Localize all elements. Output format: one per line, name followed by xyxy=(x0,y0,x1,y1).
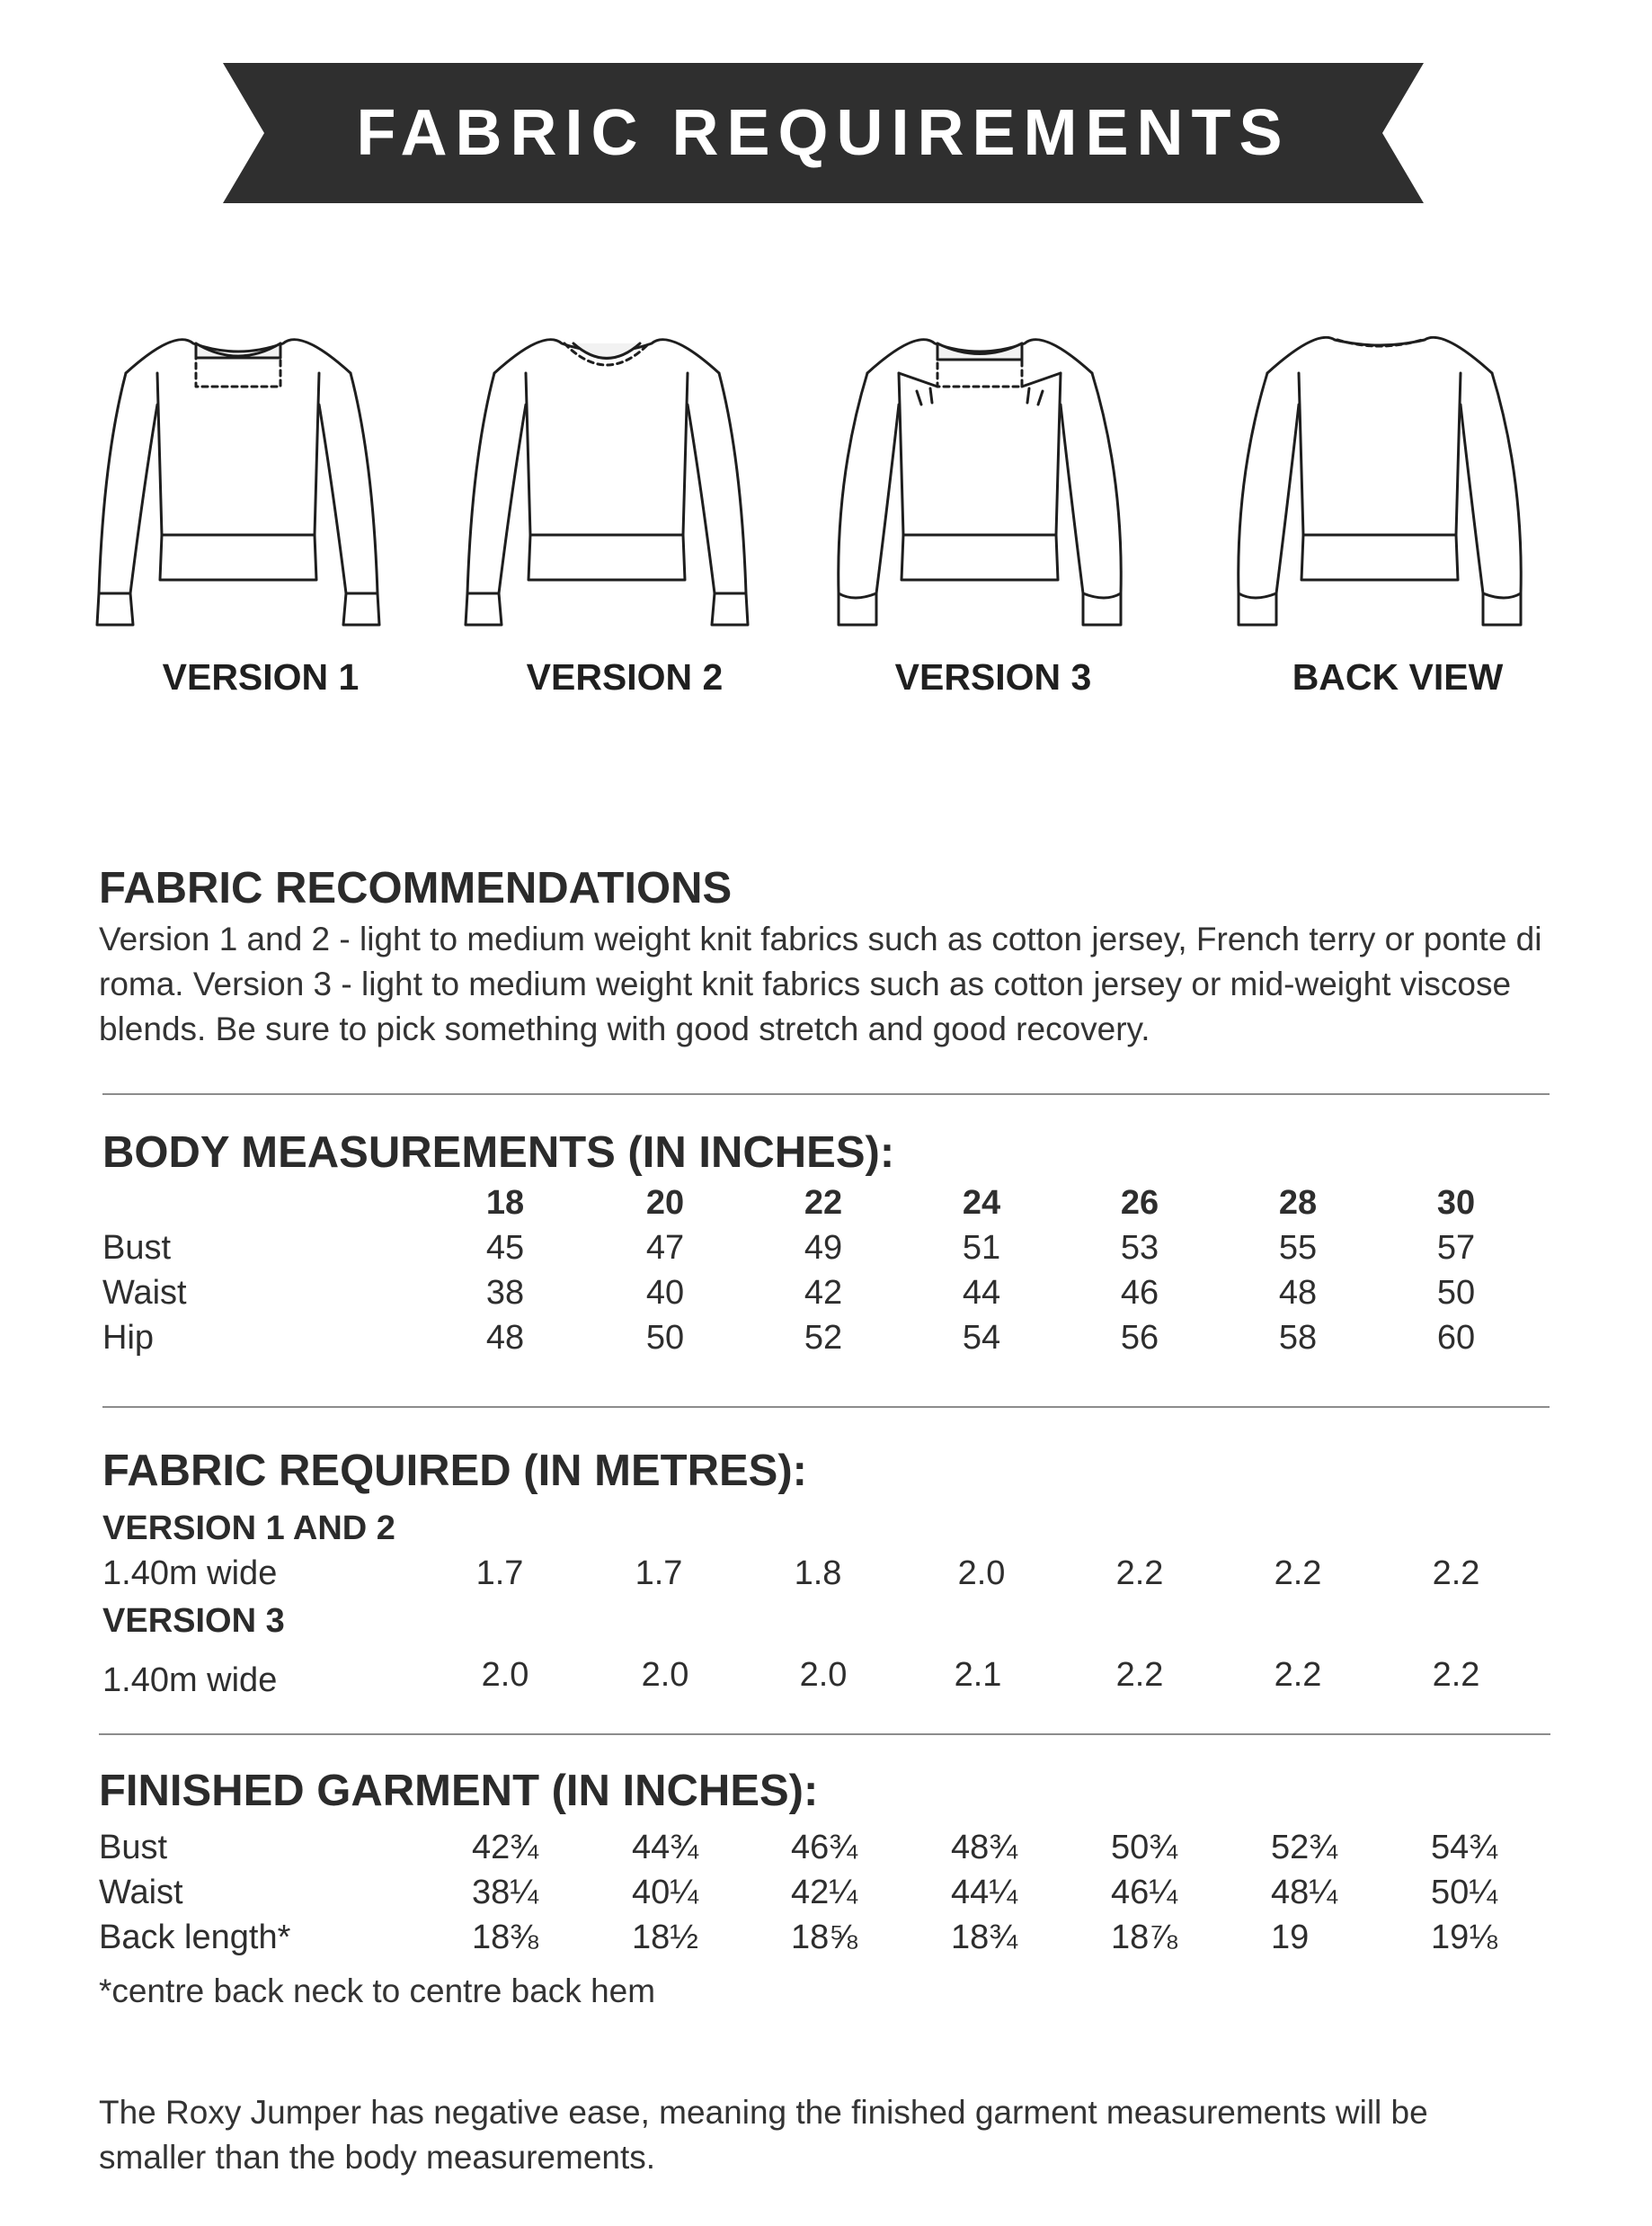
table-cell: 51 xyxy=(962,1229,1001,1267)
table-cell: 48¼ xyxy=(1271,1874,1337,1911)
finished-row-waist xyxy=(0,1870,1652,1915)
table-cell: 38 xyxy=(485,1274,525,1312)
table-cell: 18⅞ xyxy=(1111,1919,1177,1956)
row-label: Back length* xyxy=(99,1919,291,1956)
table-cell: 42 xyxy=(804,1274,843,1312)
table-cell: 52¾ xyxy=(1271,1829,1337,1866)
version-1-label: VERSION 1 xyxy=(162,656,360,698)
table-cell: 18½ xyxy=(632,1919,698,1956)
row-label: Bust xyxy=(99,1829,168,1866)
version-1-and-2-subheading: VERSION 1 AND 2 xyxy=(102,1509,395,1547)
table-cell: 1.7 xyxy=(475,1554,524,1592)
version-3-subheading: VERSION 3 xyxy=(102,1602,285,1640)
table-cell: 58 xyxy=(1278,1319,1318,1357)
table-cell: 48¾ xyxy=(951,1829,1017,1866)
fabric-required-heading: FABRIC REQUIRED (IN METRES): xyxy=(102,1447,807,1495)
finished-row-bust xyxy=(0,1825,1652,1870)
table-cell: 52 xyxy=(804,1319,843,1357)
table-cell: 56 xyxy=(1120,1319,1159,1357)
table-cell: 2.0 xyxy=(957,1554,1006,1592)
table-cell: 19⅛ xyxy=(1431,1919,1497,1956)
table-cell: 46¼ xyxy=(1111,1874,1177,1911)
table-cell: 46¾ xyxy=(791,1829,857,1866)
size-header: 28 xyxy=(1278,1184,1318,1222)
body-row-bust xyxy=(0,1225,1652,1270)
ease-note xyxy=(99,2090,1428,2180)
recommendations-line: Version 1 and 2 - light to medium weight knit fabrics such as cotton jersey, French terry or ponte di xyxy=(99,921,1542,957)
table-cell: 2.0 xyxy=(481,1656,529,1694)
table-cell: 19 xyxy=(1271,1919,1310,1956)
recommendations-line: blends. Be sure to pick something with good stretch and good recovery. xyxy=(99,1011,1150,1047)
table-cell: 50 xyxy=(1436,1274,1476,1312)
table-cell: 2.2 xyxy=(1274,1656,1322,1694)
table-cell: 40¼ xyxy=(632,1874,698,1911)
recommendations-heading: FABRIC RECOMMENDATIONS xyxy=(99,864,733,913)
recommendations-line: roma. Version 3 - light to medium weight knit fabrics such as cotton jersey or mid-weight viscose xyxy=(99,966,1512,1002)
divider xyxy=(102,1406,1550,1408)
table-cell: 54 xyxy=(962,1319,1001,1357)
size-header: 24 xyxy=(962,1184,1001,1222)
table-cell: 44¼ xyxy=(951,1874,1017,1911)
table-cell: 46 xyxy=(1120,1274,1159,1312)
sizes-header-row xyxy=(0,1180,1652,1225)
ease-note-line: The Roxy Jumper has negative ease, meaning the finished garment measurements will be xyxy=(99,2094,1428,2131)
table-cell: 1.8 xyxy=(794,1554,842,1592)
table-cell: 38¼ xyxy=(472,1874,538,1911)
size-header: 26 xyxy=(1120,1184,1159,1222)
table-cell: 2.0 xyxy=(641,1656,689,1694)
finished-row-back-length xyxy=(0,1915,1652,1960)
table-cell: 55 xyxy=(1278,1229,1318,1267)
table-cell: 2.2 xyxy=(1432,1554,1480,1592)
table-cell: 1.7 xyxy=(635,1554,683,1592)
footnote: *centre back neck to centre back hem xyxy=(99,1972,656,2009)
page-title: FABRIC REQUIREMENTS xyxy=(356,97,1291,169)
version-2-label: VERSION 2 xyxy=(526,656,724,698)
table-cell: 44¾ xyxy=(632,1829,698,1866)
size-header: 18 xyxy=(485,1184,525,1222)
table-cell: 50¼ xyxy=(1431,1874,1497,1911)
divider xyxy=(102,1093,1550,1095)
title-banner xyxy=(223,63,1424,203)
finished-garment-heading: FINISHED GARMENT (IN INCHES): xyxy=(99,1767,819,1815)
table-cell: 2.2 xyxy=(1432,1656,1480,1694)
table-cell: 50¾ xyxy=(1111,1829,1177,1866)
table-cell: 2.0 xyxy=(799,1656,848,1694)
body-row-waist xyxy=(0,1270,1652,1315)
row-label: 1.40m wide xyxy=(102,1554,278,1592)
table-cell: 53 xyxy=(1120,1229,1159,1267)
row-label: Waist xyxy=(102,1274,187,1312)
row-label: Hip xyxy=(102,1319,155,1357)
table-cell: 50 xyxy=(645,1319,685,1357)
table-cell: 18¾ xyxy=(951,1919,1017,1956)
size-header: 22 xyxy=(804,1184,843,1222)
body-measurements-heading: BODY MEASUREMENTS (IN INCHES): xyxy=(102,1128,895,1177)
table-cell: 48 xyxy=(1278,1274,1318,1312)
table-cell: 2.2 xyxy=(1115,1656,1164,1694)
fabric-row-v12 xyxy=(0,1551,1652,1596)
table-cell: 2.2 xyxy=(1115,1554,1164,1592)
table-cell: 54¾ xyxy=(1431,1829,1497,1866)
table-cell: 44 xyxy=(962,1274,1001,1312)
version-1-illustration xyxy=(90,324,386,629)
fabric-row-v3 xyxy=(0,1652,1652,1697)
table-cell: 45 xyxy=(485,1229,525,1267)
ease-note-line: smaller than the body measurements. xyxy=(99,2139,656,2176)
size-header: 20 xyxy=(645,1184,685,1222)
table-cell: 47 xyxy=(645,1229,685,1267)
body-row-hip xyxy=(0,1315,1652,1360)
version-3-label: VERSION 3 xyxy=(894,656,1092,698)
back-view-label: BACK VIEW xyxy=(1292,656,1504,698)
table-cell: 2.1 xyxy=(954,1656,1002,1694)
table-cell: 57 xyxy=(1436,1229,1476,1267)
back-view-illustration xyxy=(1231,324,1528,629)
table-cell: 18⅝ xyxy=(791,1919,857,1956)
table-cell: 2.2 xyxy=(1274,1554,1322,1592)
row-label: 1.40m wide xyxy=(102,1661,278,1699)
table-cell: 48 xyxy=(485,1319,525,1357)
recommendations-text xyxy=(99,917,1541,1052)
version-2-illustration xyxy=(458,324,755,629)
table-cell: 40 xyxy=(645,1274,685,1312)
version-3-illustration xyxy=(831,324,1128,629)
table-cell: 42¾ xyxy=(472,1829,538,1866)
row-label: Waist xyxy=(99,1874,183,1911)
row-label: Bust xyxy=(102,1229,172,1267)
table-cell: 60 xyxy=(1436,1319,1476,1357)
table-cell: 49 xyxy=(804,1229,843,1267)
size-header: 30 xyxy=(1436,1184,1476,1222)
table-cell: 42¼ xyxy=(791,1874,857,1911)
table-cell: 18⅜ xyxy=(472,1919,538,1956)
divider xyxy=(99,1733,1550,1735)
